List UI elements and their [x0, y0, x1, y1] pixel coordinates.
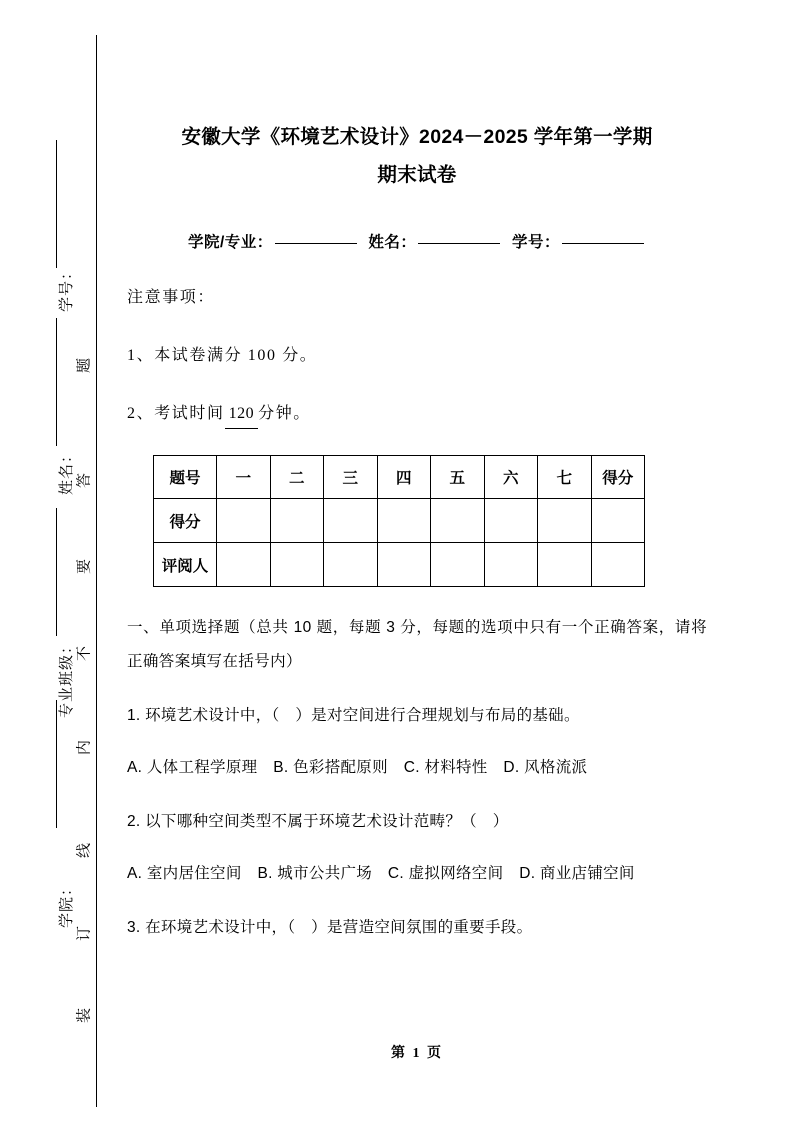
reviewer-cell[interactable]	[217, 543, 271, 587]
college-major-blank[interactable]	[275, 242, 357, 244]
exam-title-line1: 安徽大学《环境艺术设计》2024－2025 学年第一学期	[181, 126, 653, 148]
score-header-q6: 六	[484, 456, 538, 499]
question-1-stem: 1. 环境艺术设计中，（ ）是对空间进行合理规划与布局的基础。	[127, 707, 580, 724]
student-info-line	[127, 194, 707, 252]
student-id-label: 学号：	[512, 234, 561, 251]
binding-label-college: 学院：	[59, 879, 75, 928]
binding-char-zhuang: 装	[76, 1008, 93, 1024]
reviewer-cell[interactable]	[484, 543, 538, 587]
binding-char-ding: 订	[76, 926, 93, 942]
notice-item-1: 1、本试卷满分 100 分。	[127, 347, 318, 364]
binding-margin	[0, 0, 97, 1122]
score-row-label-reviewer: 评阅人	[154, 543, 217, 587]
score-cell[interactable]	[484, 499, 538, 543]
section-heading-one: 一、单项选择题（总共 10 题，每题 3 分，每题的选项中只有一个正确答案，请将正确答案填写在括号内）	[127, 619, 707, 670]
score-row-label-score: 得分	[154, 499, 217, 543]
score-cell[interactable]	[377, 499, 431, 543]
score-table-wrapper	[127, 429, 707, 587]
question-2-options: A. 室内居住空间 B. 城市公共广场 C. 虚拟网络空间 D. 商业店铺空间	[127, 865, 635, 882]
student-id-blank[interactable]	[562, 242, 644, 244]
page-number-footer: 第 1 页	[391, 1046, 443, 1061]
question-1-options: A. 人体工程学原理 B. 色彩搭配原则 C. 材料特性 D. 风格流派	[127, 759, 588, 776]
notice-item-2	[127, 370, 707, 429]
reviewer-cell[interactable]	[377, 543, 431, 587]
score-cell[interactable]	[591, 499, 645, 543]
score-table	[153, 455, 645, 587]
name-blank[interactable]	[418, 242, 500, 244]
score-header-q4: 四	[377, 456, 431, 499]
reviewer-cell[interactable]	[270, 543, 324, 587]
page-title	[127, 0, 707, 194]
binding-char-da: 答	[76, 473, 93, 489]
reviewer-cell[interactable]	[538, 543, 592, 587]
exam-duration-value: 120	[225, 400, 259, 429]
binding-label-student-id: 学号：	[59, 263, 75, 312]
binding-label-name: 姓名：	[59, 446, 75, 495]
score-header-total: 得分	[591, 456, 645, 499]
score-header-q7: 七	[538, 456, 592, 499]
notice-item-2-prefix: 2、考试时间	[127, 405, 225, 422]
table-row	[154, 543, 645, 587]
score-cell[interactable]	[270, 499, 324, 543]
table-row-header	[154, 456, 645, 499]
reviewer-cell[interactable]	[431, 543, 485, 587]
college-major-label: 学院/专业：	[187, 234, 273, 251]
score-header-q2: 二	[270, 456, 324, 499]
score-cell[interactable]	[538, 499, 592, 543]
question-2-stem: 2. 以下哪种空间类型不属于环境艺术设计范畴？（ ）	[127, 813, 509, 830]
binding-char-yao: 要	[76, 559, 93, 575]
binding-char-xian: 线	[76, 843, 93, 859]
score-cell[interactable]	[217, 499, 271, 543]
exam-title-line2: 期末试卷	[377, 164, 457, 186]
score-header-q1: 一	[217, 456, 271, 499]
table-row	[154, 499, 645, 543]
name-label: 姓名：	[368, 234, 417, 251]
score-header-q5: 五	[431, 456, 485, 499]
binding-label-class: 专业班级：	[59, 637, 75, 718]
binding-char-bu: 不	[76, 646, 93, 662]
score-cell[interactable]	[324, 499, 378, 543]
binding-char-ti: 题	[76, 358, 93, 374]
exam-page-content	[127, 0, 707, 1122]
question-3-stem: 3. 在环境艺术设计中，（ ）是营造空间氛围的重要手段。	[127, 919, 533, 936]
binding-vertical-rule	[96, 35, 97, 1107]
reviewer-cell[interactable]	[591, 543, 645, 587]
score-cell[interactable]	[431, 499, 485, 543]
score-header-q3: 三	[324, 456, 378, 499]
score-header-label: 题号	[154, 456, 217, 499]
notice-item-2-suffix: 分钟。	[258, 405, 311, 422]
reviewer-cell[interactable]	[324, 543, 378, 587]
notice-heading: 注意事项：	[127, 289, 216, 306]
binding-char-nei: 内	[76, 740, 93, 756]
